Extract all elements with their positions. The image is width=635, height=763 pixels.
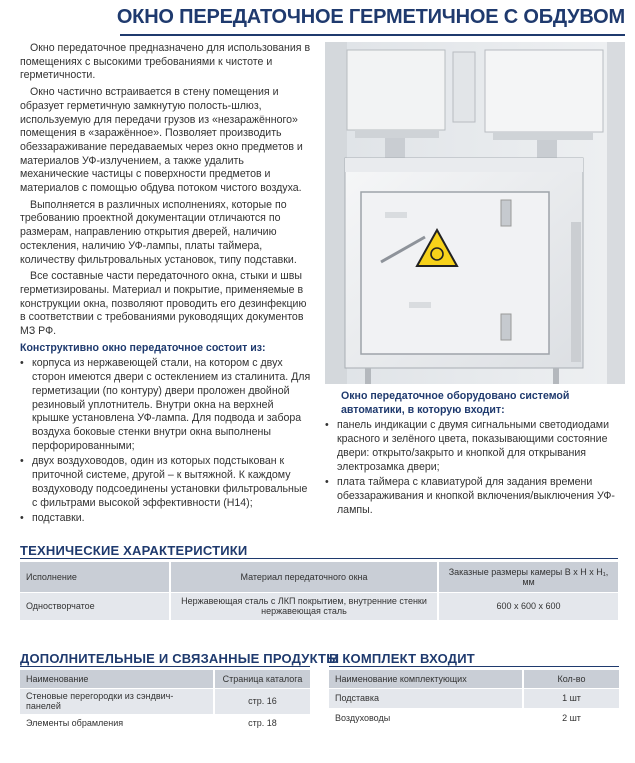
table-row: [329, 708, 619, 728]
table-header-cell: Материал передаточного окна: [170, 562, 438, 592]
related-products-divider: [20, 666, 310, 667]
kit-divider: [329, 666, 619, 667]
intro-paragraph: Окно частично встраивается в стену помещения и образует герметичную замкнутую полость-шлюз, используемую для передачи грузов из «незаражённого» помещения в «заражённое». Позволяет производить обеззараживание передаваемых через окно предметов и материалов УФ-излучением, а также удалить механические частицы с поверхности предметов и материалов с помощью обдува потоком чистого воздуха.: [20, 86, 303, 195]
kit-title: В КОМПЛЕКТ ВХОДИТ: [329, 651, 475, 666]
construction-list: [20, 357, 313, 525]
tech-specs-table: [20, 562, 618, 620]
automation-heading: Окно передаточное оборудовано системой автоматики, в которую входит:: [341, 390, 570, 416]
table-cell: Стеновые перегородки из сэндвич-панелей: [20, 688, 214, 714]
list-item: • панель индикации с двумя сигнальными светодиодами красного и зелёного цвета, показывающими состояние двери: открыто/закрыто и кнопкой для открывания электрозамка двери;: [325, 419, 625, 474]
related-products-title: ДОПОЛНИТЕЛЬНЫЕ И СВЯЗАННЫЕ ПРОДУКТЫ: [20, 651, 340, 666]
table-header-cell: Наименование: [20, 670, 214, 688]
table-header-cell: Наименование комплектующих: [329, 670, 523, 688]
right-column: [325, 388, 625, 519]
table-header-cell: Исполнение: [20, 562, 170, 592]
left-column: [20, 42, 313, 528]
table-header-row: [20, 562, 618, 592]
table-cell: 1 шт: [523, 688, 619, 708]
title-divider: [120, 34, 625, 36]
table-header-cell: Заказные размеры камеры В х Н х Н₁, мм: [438, 562, 618, 592]
automation-list: [325, 419, 625, 517]
product-photo: [325, 42, 625, 384]
table-cell: Нержавеющая сталь с ЛКП покрытием, внутренние стенки нержавеющая сталь: [170, 592, 438, 620]
table-cell: Воздуховоды: [329, 708, 523, 728]
table-header-cell: Кол-во: [523, 670, 619, 688]
related-products-table: [20, 670, 310, 732]
table-cell: стр. 18: [214, 714, 310, 732]
table-cell: Элементы обрамления: [20, 714, 214, 732]
list-item: • корпуса из нержавеющей стали, на котором с двух сторон имеются двери с остеклением из сталинита. Для герметизации (по контуру) двери проложен двойной резиновый уплотнитель. Внутри окна на верхней крышке установлена УФ-лампа. Для подвода и забора воздуха боковые стенки внутри окна выполнены перфорированными;: [20, 357, 313, 453]
table-header-cell: Страница каталога: [214, 670, 310, 688]
intro-paragraph: Все составные части передаточного окна, стыки и швы герметизированы. Материал и покрытие, применяемые в конструкции окна, позволяют проводить его дезинфекцию в соответствии с требованиями руководящих документов МЗ РФ.: [20, 270, 307, 338]
table-header-row: [329, 670, 619, 688]
pass-box-illustration: [325, 42, 625, 384]
list-item: • подставки.: [20, 512, 313, 526]
table-cell: Подставка: [329, 688, 523, 708]
table-row: [20, 714, 310, 732]
table-row: [20, 592, 618, 620]
tech-specs-divider: [20, 558, 618, 559]
table-row: [329, 688, 619, 708]
list-item: • двух воздуховодов, один из которых подстыкован к приточной системе, другой – к вытяжной. К каждому воздуховоду подсоединены установки фильтровальные с фильтрами высокой эффективности (Н14);: [20, 455, 313, 510]
table-cell: Одностворчатое: [20, 592, 170, 620]
intro-paragraph: Окно передаточное предназначено для использования в помещениях с высокими требованиями к чистоте и герметичности.: [20, 42, 311, 82]
table-cell: 2 шт: [523, 708, 619, 728]
kit-table: [329, 670, 619, 728]
table-row: [20, 688, 310, 714]
page-title: ОКНО ПЕРЕДАТОЧНОЕ ГЕРМЕТИЧНОЕ С ОБДУВОМ: [116, 6, 625, 28]
table-header-row: [20, 670, 310, 688]
construction-heading: Конструктивно окно передаточное состоит из:: [20, 341, 266, 354]
intro-paragraph: Выполняется в различных исполнениях, которые по требованию проектной документации отличаются по размерам, направлению открытия дверей, наличию остекления, наличию УФ-лампы, платы таймера, количеству фильтровальных установок, типу подставки.: [20, 198, 297, 266]
table-cell: стр. 16: [214, 688, 310, 714]
tech-specs-title: ТЕХНИЧЕСКИЕ ХАРАКТЕРИСТИКИ: [20, 543, 248, 558]
table-cell: 600 х 600 х 600: [438, 592, 618, 620]
list-item: • плата таймера с клавиатурой для задания времени обеззараживания и кнопкой включения/выключения УФ-лампы.: [325, 476, 625, 517]
